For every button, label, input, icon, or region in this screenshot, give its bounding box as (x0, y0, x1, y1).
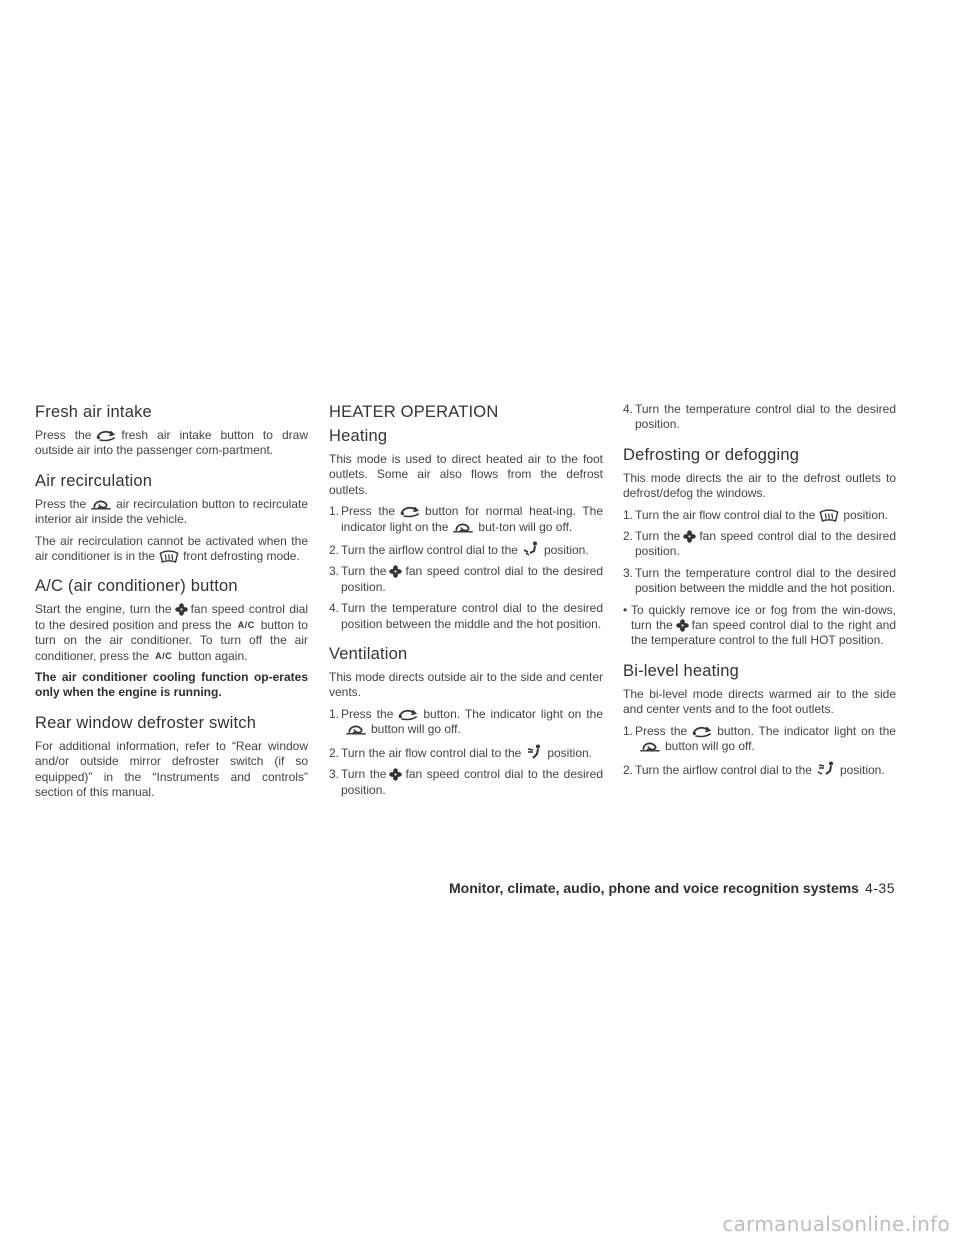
foot-outlet-icon (521, 541, 541, 557)
fresh-air-icon (398, 505, 422, 518)
vent-icon (524, 744, 544, 760)
heating-paragraph: This mode is used to direct heated air to the foot outlets. Some air also flows from the defrost outlets. (329, 452, 603, 497)
heating-step-1: 1. Press the button for normal heat-ing. The indicator light on the but-ton will go off. (329, 504, 603, 534)
fresh-air-paragraph: Press the fresh air intake button to draw outside air into the passenger com-partment. (35, 428, 308, 458)
ac-icon: A/C (155, 650, 173, 661)
recirculation-icon (344, 723, 368, 736)
ac-icon: A/C (237, 619, 255, 630)
rear-defroster-heading: Rear window defroster switch (35, 713, 257, 732)
ac-button-heading: A/C (air conditioner) button (35, 577, 238, 596)
fan-icon (389, 768, 402, 781)
bi-level-paragraph: The bi-level mode directs warmed air to the side and center vents and to the foot outlets. (623, 686, 896, 717)
front-defrost-icon (158, 550, 180, 563)
left-column (35, 402, 308, 807)
page-number: 4-35 (864, 880, 895, 896)
middle-column (329, 402, 603, 804)
air-recirculation-heading: Air recirculation (35, 471, 153, 490)
heating-step-3: 3. Turn the fan speed control dial to the desired position. (329, 564, 604, 594)
fresh-air-icon (94, 429, 118, 442)
page-footer (0, 880, 895, 896)
recirculation-paragraph-1: Press the air recirculation button to recirculate interior air inside the vehicle. (35, 496, 308, 527)
ventilation-step-4: 4. Turn the temperature control dial to the desired position. (623, 402, 896, 432)
recirculation-icon (638, 740, 662, 753)
defrosting-step-3: 3. Turn the temperature control dial to the desired position between the middle and the hot position. (623, 565, 896, 596)
fresh-air-icon (396, 708, 420, 721)
heating-heading: Heating (329, 427, 388, 445)
fresh-air-icon (690, 725, 714, 738)
ac-paragraph: Start the engine, turn the fan speed control dial to the desired position and press the A/C button to turn on the air conditioner. To turn off the air conditioner, press the A/C button again. (35, 602, 308, 663)
fan-icon (389, 565, 402, 578)
defrosting-paragraph: This mode directs the air to the defrost outlets to defrost/defog the windows. (623, 470, 896, 501)
defrosting-tip: • To quickly remove ice or fog from the win-dows, turn the fan speed control dial to the right and the temperature control to the full HOT position. (623, 602, 896, 648)
defrosting-heading: Defrosting or defogging (623, 445, 800, 464)
chapter-title: Monitor, climate, audio, phone and voice recognition systems (449, 880, 859, 896)
ventilation-step-1: 1. Press the button. The indicator light on the button will go off. (329, 706, 603, 737)
fan-icon (175, 603, 188, 616)
recirculation-icon (89, 498, 113, 511)
fresh-air-heading: Fresh air intake (35, 403, 152, 421)
defrosting-step-1: 1. Turn the air flow control dial to the position. (623, 507, 889, 522)
ventilation-step-2: 2. Turn the air flow control dial to the position. (329, 745, 593, 760)
ventilation-step-3: 3. Turn the fan speed control dial to the desired position. (329, 767, 604, 797)
heating-step-4: 4. Turn the temperature control dial to the desired position between the middle and the hot position. (329, 601, 603, 631)
fan-icon (676, 619, 689, 632)
right-column (623, 402, 896, 784)
heater-operation-heading: HEATER OPERATION (329, 403, 499, 421)
defrosting-step-2: 2. Turn the fan speed control dial to the desired position. (623, 529, 897, 559)
recirculation-icon (451, 521, 475, 534)
ac-warning-text: The air conditioner cooling function op-erates only when the engine is running. (35, 670, 308, 700)
bi-level-step-1: 1. Press the button. The indicator light on the button will go off. (623, 723, 896, 754)
bi-level-heading: Bi-level heating (623, 661, 740, 680)
watermark: carmanualsonline.info (722, 1212, 950, 1236)
heating-step-2: 2. Turn the airflow control dial to the position. (329, 543, 589, 558)
bi-level-icon (815, 761, 837, 777)
rear-defroster-paragraph: For additional information, refer to “Rear window and/or outside mirror defroster switch (if so equipped)” in the “Instruments and controls” section of this manual. (35, 738, 308, 800)
recirculation-paragraph-2: The air recirculation cannot be activated when the air conditioner is in the front defrosting mode. (35, 533, 308, 564)
bi-level-step-2: 2. Turn the airflow control dial to the position. (623, 762, 885, 777)
front-defrost-icon (818, 509, 840, 522)
ventilation-paragraph: This mode directs outside air to the side and center vents. (329, 670, 603, 700)
fan-icon (683, 530, 696, 543)
ventilation-heading: Ventilation (329, 645, 408, 664)
